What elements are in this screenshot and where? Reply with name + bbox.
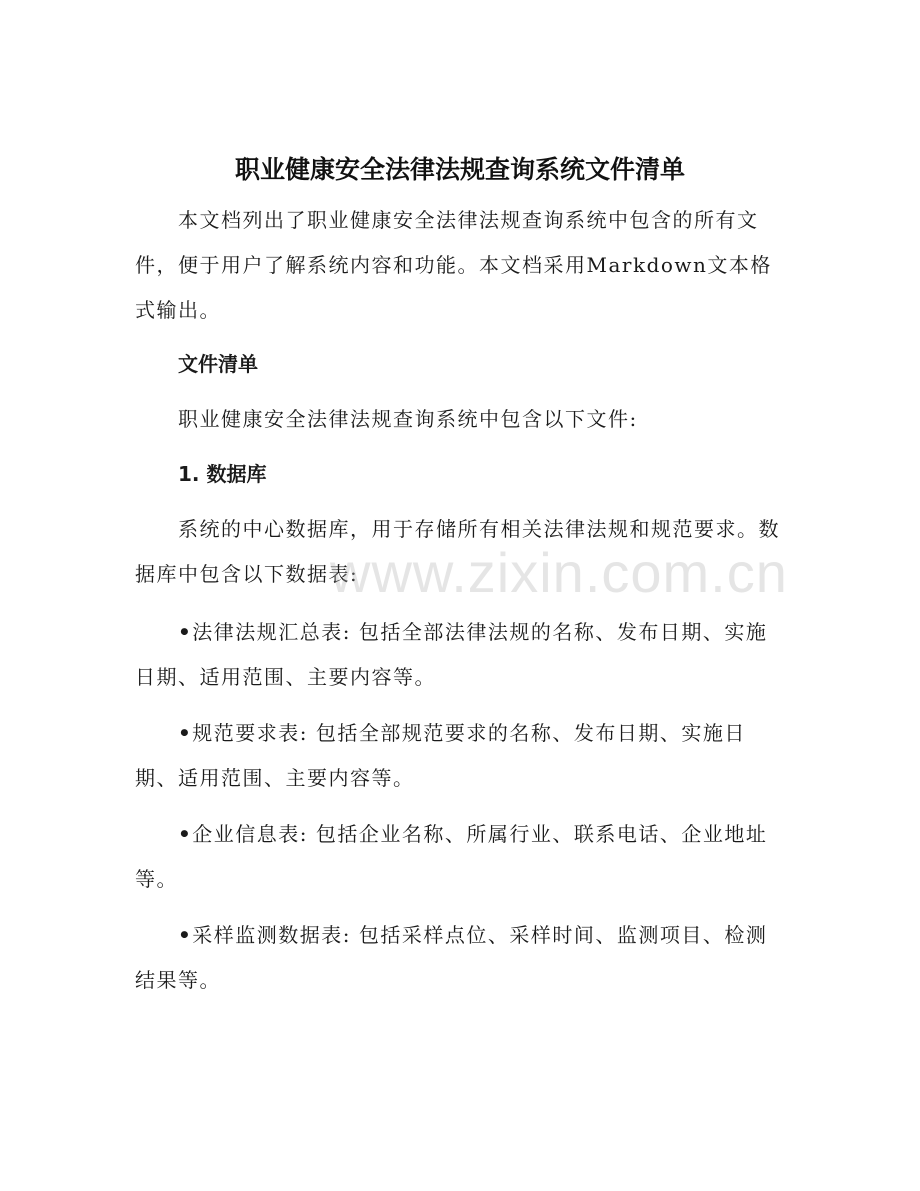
subsection-heading: 1. 数据库 bbox=[178, 462, 267, 486]
watermark: www.zixin.com.cn bbox=[330, 541, 788, 604]
bullet-item bbox=[135, 610, 785, 700]
bullet-text: 采样监测数据表: 包括采样点位、采样时间、监测项目、检测结果等。 bbox=[135, 923, 768, 992]
bullet-icon: • bbox=[178, 721, 193, 745]
bullet-icon: • bbox=[178, 923, 193, 947]
bullet-text: 法律法规汇总表: 包括全部法律法规的名称、发布日期、实施日期、适用范围、主要内容等。 bbox=[135, 620, 768, 689]
bullet-text: 企业信息表: 包括企业名称、所属行业、联系电话、企业地址等。 bbox=[135, 822, 768, 891]
bullet-text: 规范要求表: 包括全部规范要求的名称、发布日期、实施日期、适用范围、主要内容等。 bbox=[135, 721, 746, 790]
bullet-item bbox=[135, 812, 785, 902]
section-heading: 文件清单 bbox=[178, 352, 258, 376]
bullet-icon: • bbox=[178, 822, 193, 846]
intro-paragraph: 本文档列出了职业健康安全法律法规查询系统中包含的所有文件，便于用户了解系统内容和功能。本文档采用Markdown文本格式输出。 bbox=[135, 208, 772, 322]
bullet-item bbox=[135, 913, 785, 1003]
bullet-icon: • bbox=[178, 620, 193, 644]
section-intro: 职业健康安全法律法规查询系统中包含以下文件: bbox=[178, 407, 638, 431]
document-title: 职业健康安全法律法规查询系统文件清单 bbox=[234, 155, 685, 184]
subsection-paragraph: 系统的中心数据库，用于存储所有相关法律法规和规范要求。数据库中包含以下数据表: bbox=[135, 517, 780, 586]
bullet-item bbox=[135, 711, 785, 801]
